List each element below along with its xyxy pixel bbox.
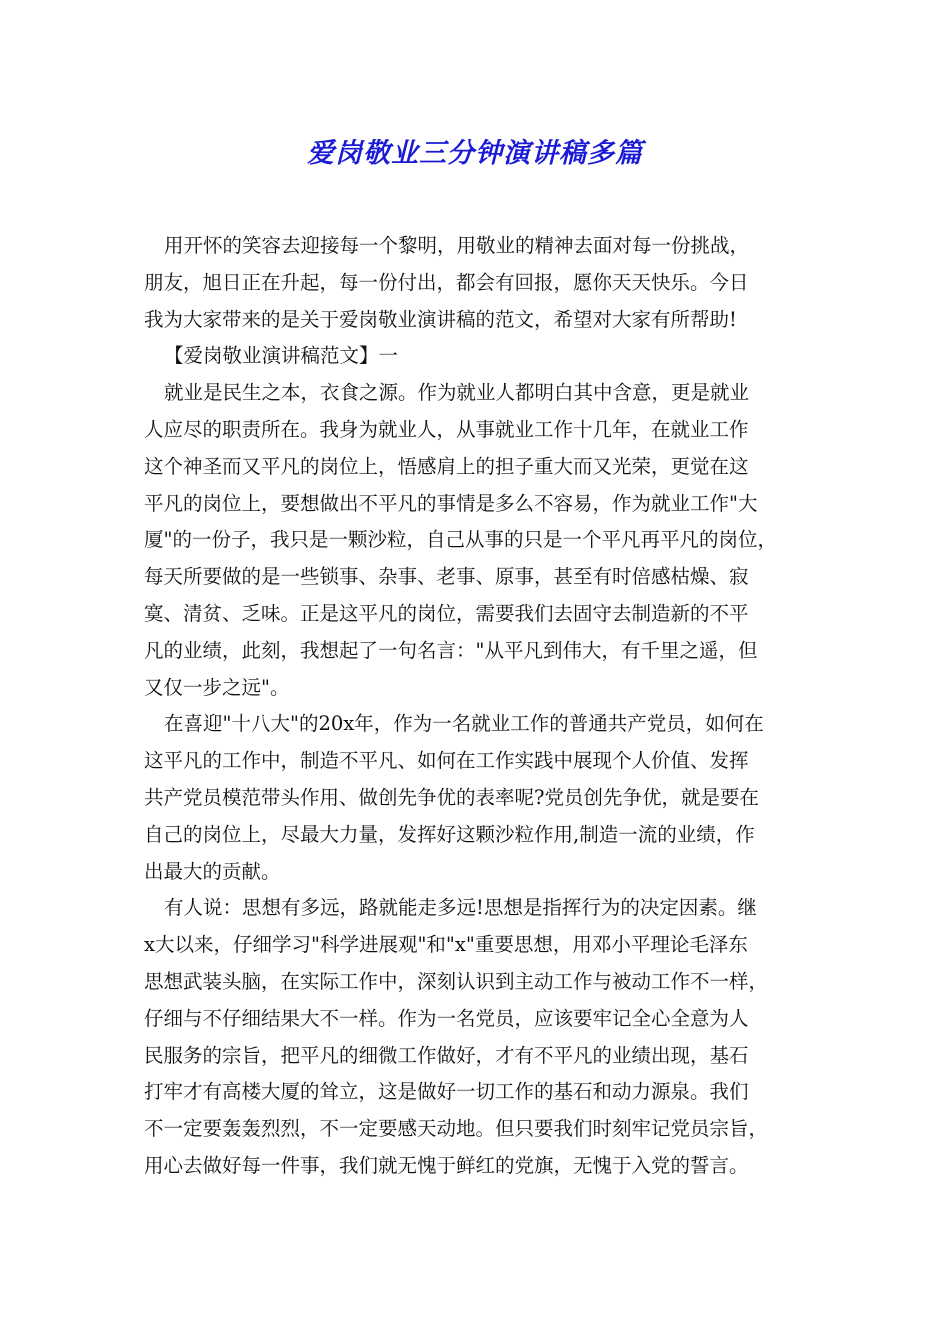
- text-line: 思想武装头脑，在实际工作中，深刻认识到主动工作与被动工作不一样，: [144, 969, 769, 993]
- document-body: [144, 228, 812, 1185]
- text-line: 这个神圣而又平凡的岗位上，悟感肩上的担子重大而又光荣，更觉在这: [144, 454, 749, 478]
- text-line: 每天所要做的是一些锁事、杂事、老事、原事，甚至有时倍感枯燥、寂: [144, 565, 749, 589]
- text-line: 打牢才有高楼大厦的耸立，这是做好一切工作的基石和动力源泉。我们: [144, 1080, 749, 1104]
- text-line: 在喜迎"十八大"的20x年，作为一名就业工作的普通共产党员，如何在: [164, 712, 764, 736]
- text-line: 就业是民生之本，衣食之源。作为就业人都明白其中含意，更是就业: [164, 381, 750, 405]
- text-line: 仔细与不仔细结果大不一样。作为一名党员，应该要牢记全心全意为人: [144, 1006, 749, 1030]
- text-line: 【爱岗敬业演讲稿范文】一: [164, 344, 399, 368]
- text-line: 又仅一步之远"。: [144, 675, 290, 699]
- text-line: 用心去做好每一件事，我们就无愧于鲜红的党旗，无愧于入党的誓言。: [144, 1153, 749, 1177]
- text-line: 民服务的宗旨，把平凡的细微工作做好，才有不平凡的业绩出现，基石: [144, 1043, 749, 1067]
- text-line: 这平凡的工作中，制造不平凡、如何在工作实践中展现个人价值、发挥: [144, 749, 749, 773]
- text-line: 凡的业绩，此刻，我想起了一句名言："从平凡到伟大，有千里之遥，但: [144, 638, 758, 662]
- text-line: 朋友，旭日正在升起，每一份付出，都会有回报，愿你天天快乐。今日: [144, 270, 749, 294]
- text-line: 不一定要轰轰烈烈，不一定要感天动地。但只要我们时刻牢记党员宗旨，: [144, 1117, 769, 1141]
- text-line: 寞、清贫、乏味。正是这平凡的岗位，需要我们去固守去制造新的不平: [144, 601, 749, 625]
- text-line: 人应尽的职责所在。我身为就业人，从事就业工作十几年，在就业工作: [144, 417, 749, 441]
- text-line: 平凡的岗位上，要想做出不平凡的事情是多么不容易，作为就业工作"大: [144, 491, 758, 515]
- text-line: 我为大家带来的是关于爱岗敬业演讲稿的范文，希望对大家有所帮助!: [144, 307, 737, 331]
- text-line: 用开怀的笑容去迎接每一个黎明，用敬业的精神去面对每一份挑战，: [164, 234, 750, 257]
- document-title: 爱岗敬业三分钟演讲稿多篇: [307, 138, 643, 169]
- text-line: 有人说：思想有多远，路就能走多远!思想是指挥行为的决定因素。继: [164, 896, 757, 920]
- text-line: 自己的岗位上，尽最大力量，发挥好这颗沙粒作用,制造一流的业绩，作: [144, 822, 755, 846]
- text-line: 出最大的贡献。: [144, 859, 281, 883]
- text-line: 共产党员模范带头作用、做创先争优的表率呢?党员创先争优，就是要在: [144, 785, 759, 809]
- text-line: 厦"的一份子，我只是一颗沙粒，自己从事的只是一个平凡再平凡的岗位，: [144, 528, 777, 552]
- text-line: x大以来，仔细学习"科学进展观"和"x"重要思想，用邓小平理论毛泽东: [144, 933, 748, 957]
